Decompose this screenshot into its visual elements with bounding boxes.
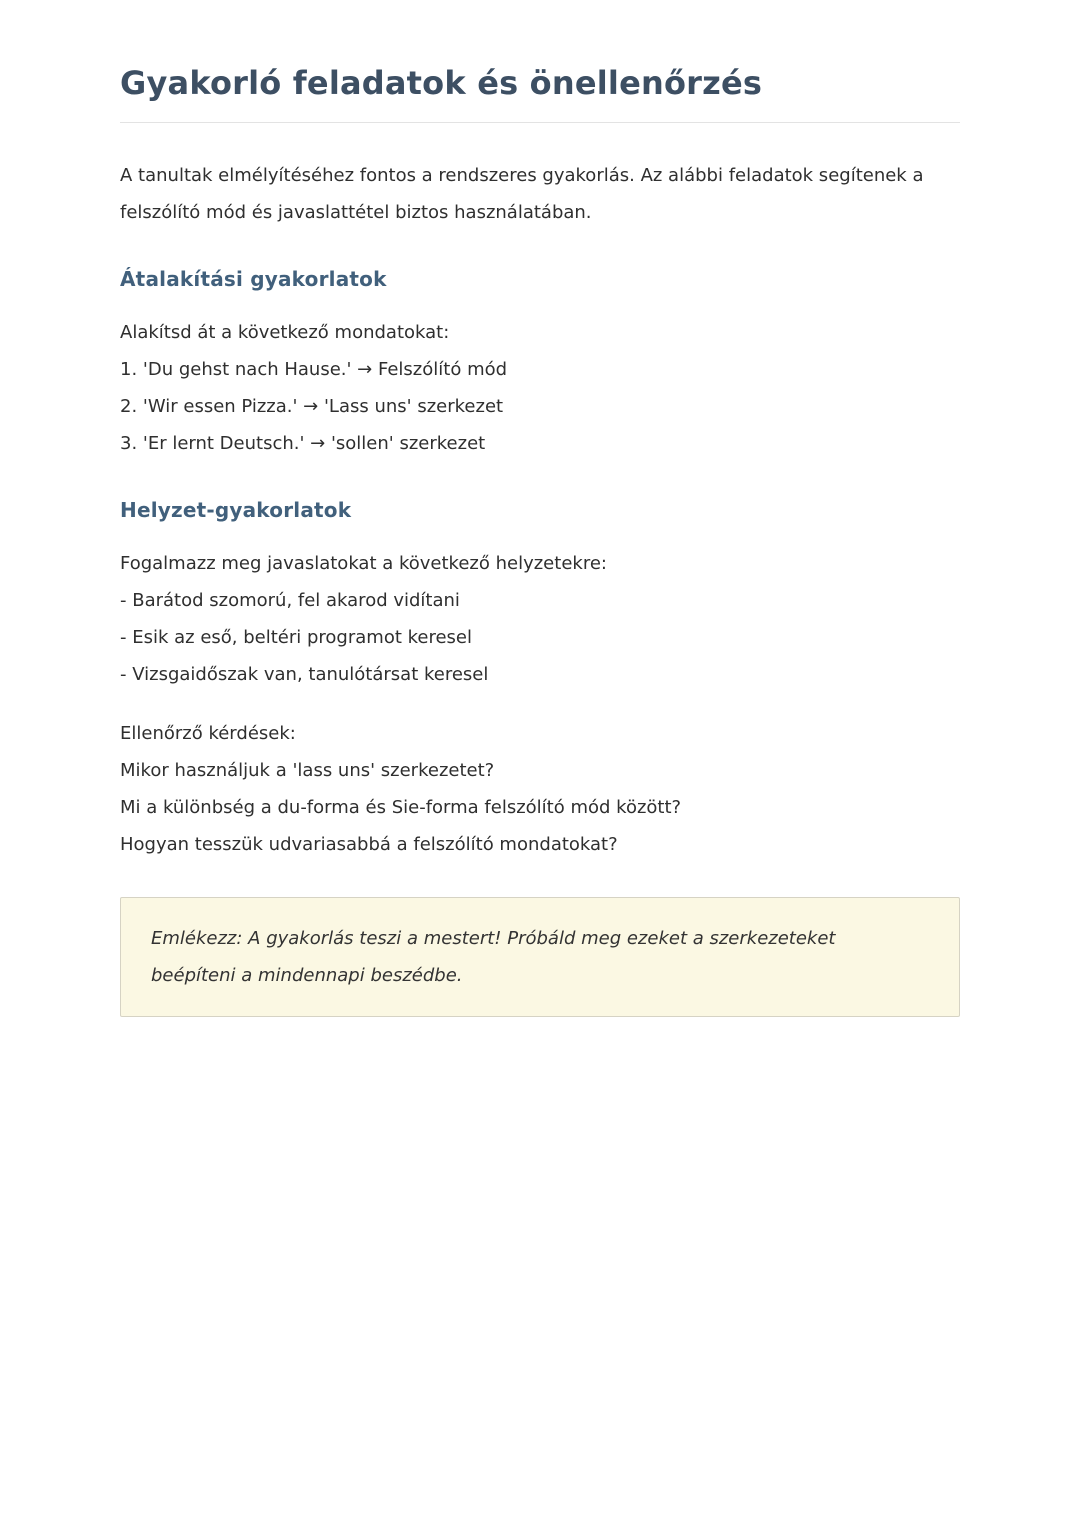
- review-question-3: Hogyan tesszük udvariasabbá a felszólító mondatokat?: [120, 834, 618, 855]
- section-transformation-exercises: [120, 267, 960, 462]
- transformation-exercise-list: [120, 314, 960, 462]
- review-questions-list: [120, 715, 960, 863]
- situation-instruction-line: Fogalmazz meg javaslatokat a következő helyzetekre:: [120, 553, 607, 574]
- situation-item-1: - Barátod szomorú, fel akarod vidítani: [120, 590, 460, 611]
- page-title: Gyakorló feladatok és önellenőrzés: [120, 64, 960, 123]
- reminder-callout: [120, 897, 960, 1017]
- intro-paragraph: A tanultak elmélyítéséhez fontos a rendszeres gyakorlás. Az alábbi feladatok segítenek a felszólító mód és javaslattétel biztos használatában.: [120, 165, 924, 223]
- review-questions-label: Ellenőrző kérdések:: [120, 723, 296, 744]
- transformation-item-1: 1. 'Du gehst nach Hause.' → Felszólító mód: [120, 359, 508, 380]
- situation-item-3: - Vizsgaidőszak van, tanulótársat keresel: [120, 664, 489, 685]
- transformation-instruction-line: Alakítsd át a következő mondatokat:: [120, 322, 450, 343]
- reminder-callout-text: Emlékezz: A gyakorlás teszi a mestert! Próbáld meg ezeket a szerkezeteket beépíteni a mindennapi beszédbe.: [151, 928, 836, 986]
- section-situation-exercises: [120, 498, 960, 863]
- situation-exercise-list: [120, 545, 960, 693]
- review-question-2: Mi a különbség a du-forma és Sie-forma felszólító mód között?: [120, 797, 682, 818]
- transformation-item-2: 2. 'Wir essen Pizza.' → 'Lass uns' szerkezet: [120, 396, 504, 417]
- situation-item-2: - Esik az eső, beltéri programot keresel: [120, 627, 472, 648]
- section-heading-situations: Helyzet-gyakorlatok: [120, 498, 352, 522]
- section-heading-transformation: Átalakítási gyakorlatok: [120, 267, 387, 291]
- transformation-item-3: 3. 'Er lernt Deutsch.' → 'sollen' szerkezet: [120, 433, 486, 454]
- review-question-1: Mikor használjuk a 'lass uns' szerkezetet?: [120, 760, 495, 781]
